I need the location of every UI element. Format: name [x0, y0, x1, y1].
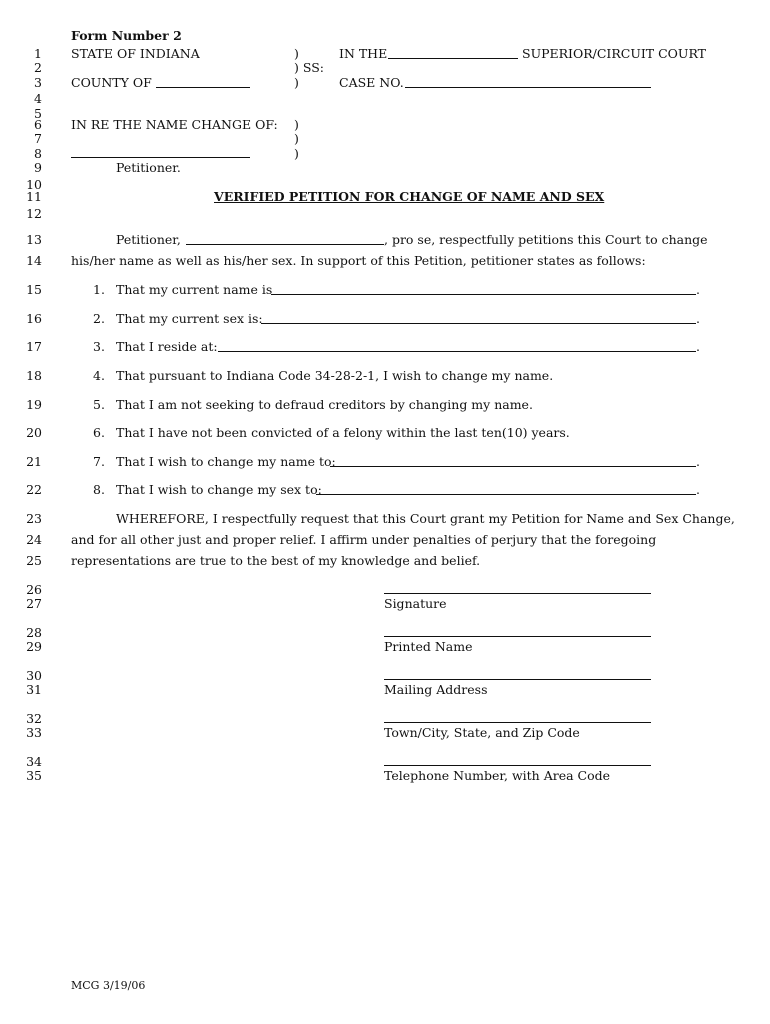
line-number: 9	[34, 160, 42, 175]
line-number: 7	[34, 131, 42, 146]
line-number: 15	[26, 282, 42, 297]
petitioner-label: Petitioner.	[116, 160, 181, 175]
court-label: SUPERIOR/CIRCUIT COURT	[522, 46, 706, 61]
period: .	[696, 282, 700, 297]
current-name-field[interactable]	[271, 294, 696, 295]
item-number: 1.	[93, 282, 105, 297]
item-text: That I am not seeking to defraud creditors by changing my name.	[116, 397, 533, 412]
line-number: 13	[26, 232, 42, 247]
county-field[interactable]	[156, 87, 250, 88]
signature-field[interactable]	[384, 593, 651, 594]
wherefore-line-3: representations are true to the best of my knowledge and belief.	[71, 553, 481, 568]
period: .	[696, 339, 700, 354]
item-text: That my current name is	[116, 282, 273, 297]
telephone-field[interactable]	[384, 765, 651, 766]
item-text: That I have not been convicted of a felony within the last ten(10) years.	[116, 425, 570, 440]
state-label: STATE OF INDIANA	[71, 46, 200, 61]
ss-label: ) SS:	[294, 60, 324, 75]
new-sex-field[interactable]	[316, 494, 696, 495]
period: .	[696, 454, 700, 469]
item-number: 4.	[93, 368, 105, 383]
line-number: 30	[26, 668, 42, 683]
court-county-field[interactable]	[388, 58, 518, 59]
item-text: That I wish to change my name to:	[116, 454, 336, 469]
item-number: 5.	[93, 397, 105, 412]
printed-name-field[interactable]	[384, 636, 651, 637]
period: .	[696, 482, 700, 497]
intro-start: Petitioner,	[116, 232, 181, 247]
intro-end: , pro se, respectfully petitions this Court to change	[384, 232, 708, 247]
current-sex-field[interactable]	[261, 323, 696, 324]
line-number: 33	[26, 725, 42, 740]
line-number: 20	[26, 425, 42, 440]
mailing-address-label: Mailing Address	[384, 682, 488, 697]
line-number: 35	[26, 768, 42, 783]
line-number: 24	[26, 532, 42, 547]
line-number: 27	[26, 596, 42, 611]
line-number: 12	[26, 206, 42, 221]
printed-name-label: Printed Name	[384, 639, 473, 654]
line-number: 2	[34, 60, 42, 75]
item-number: 7.	[93, 454, 105, 469]
document-title: VERIFIED PETITION FOR CHANGE OF NAME AND SEX	[214, 189, 605, 204]
in-re-label: IN RE THE NAME CHANGE OF:	[71, 117, 278, 132]
in-the-label: IN THE	[339, 46, 388, 61]
line-number: 3	[34, 75, 42, 90]
case-no-label: CASE NO.	[339, 75, 404, 90]
caption-paren: )	[294, 146, 299, 161]
item-number: 2.	[93, 311, 105, 326]
signature-label: Signature	[384, 596, 447, 611]
caption-paren: )	[294, 75, 299, 90]
line-number: 22	[26, 482, 42, 497]
line-number: 25	[26, 553, 42, 568]
line-number: 10	[26, 177, 42, 192]
period: .	[696, 311, 700, 326]
telephone-label: Telephone Number, with Area Code	[384, 768, 611, 783]
line-number: 14	[26, 253, 42, 268]
line-number: 19	[26, 397, 42, 412]
form-number: Form Number 2	[71, 28, 182, 43]
item-number: 8.	[93, 482, 105, 497]
wherefore-line-2: and for all other just and proper relief. I affirm under penalties of perjury that the foregoing	[71, 532, 657, 547]
line-number: 4	[34, 91, 42, 106]
line-number: 17	[26, 339, 42, 354]
wherefore-line-1: WHEREFORE, I respectfully request that this Court grant my Petition for Name and Sex Change,	[116, 511, 735, 526]
line-number: 29	[26, 639, 42, 654]
caption-paren: )	[294, 131, 299, 146]
intro-line-2: his/her name as well as his/her sex. In support of this Petition, petitioner states as follows:	[71, 253, 646, 268]
line-number: 32	[26, 711, 42, 726]
footer-code: MCG 3/19/06	[71, 979, 146, 992]
line-number: 6	[34, 117, 42, 132]
item-text: That pursuant to Indiana Code 34-28-2-1, I wish to change my name.	[116, 368, 554, 383]
city-state-zip-label: Town/City, State, and Zip Code	[384, 725, 580, 740]
line-number: 8	[34, 146, 42, 161]
caption-paren: )	[294, 46, 299, 61]
item-text: That I wish to change my sex to:	[116, 482, 322, 497]
item-number: 6.	[93, 425, 105, 440]
line-number: 26	[26, 582, 42, 597]
line-number: 31	[26, 682, 42, 697]
item-number: 3.	[93, 339, 105, 354]
petitioner-intro-field[interactable]	[186, 244, 384, 245]
county-label: COUNTY OF	[71, 75, 152, 90]
line-number: 16	[26, 311, 42, 326]
item-text: That I reside at:	[116, 339, 218, 354]
city-state-zip-field[interactable]	[384, 722, 651, 723]
petitioner-name-field[interactable]	[71, 157, 250, 158]
line-number: 28	[26, 625, 42, 640]
item-text: That my current sex is:	[116, 311, 263, 326]
case-number-field[interactable]	[405, 87, 651, 88]
line-number: 1	[34, 46, 42, 61]
line-number: 21	[26, 454, 42, 469]
line-number: 23	[26, 511, 42, 526]
line-number: 11	[26, 189, 42, 204]
line-number: 34	[26, 754, 42, 769]
line-number: 5	[34, 106, 42, 121]
caption-paren: )	[294, 117, 299, 132]
mailing-address-field[interactable]	[384, 679, 651, 680]
line-number: 18	[26, 368, 42, 383]
residence-field[interactable]	[218, 351, 696, 352]
new-name-field[interactable]	[330, 466, 696, 467]
